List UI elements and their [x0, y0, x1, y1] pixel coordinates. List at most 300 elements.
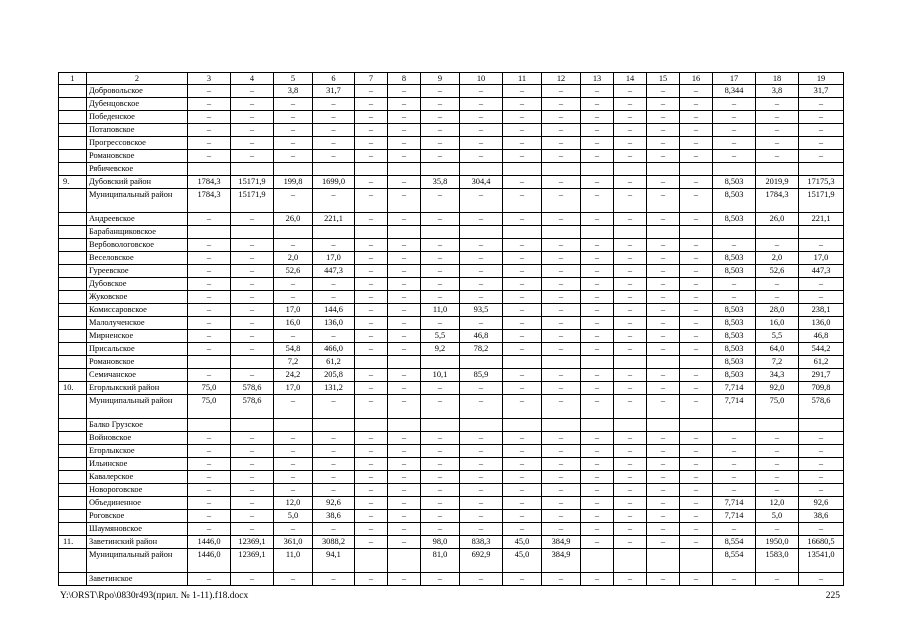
value-cell: –: [713, 484, 756, 497]
value-cell: –: [231, 343, 274, 356]
value-cell: –: [647, 395, 680, 419]
value-cell: [274, 163, 313, 176]
value-cell: –: [581, 111, 614, 124]
value-cell: [388, 356, 421, 369]
value-cell: –: [614, 484, 647, 497]
value-cell: –: [542, 382, 581, 395]
value-cell: –: [614, 510, 647, 523]
value-cell: –: [614, 124, 647, 137]
value-cell: –: [647, 432, 680, 445]
value-cell: –: [274, 291, 313, 304]
value-cell: –: [388, 523, 421, 536]
value-cell: –: [388, 458, 421, 471]
value-cell: –: [388, 445, 421, 458]
value-cell: –: [231, 265, 274, 278]
value-cell: –: [274, 278, 313, 291]
table-row: [59, 497, 844, 510]
value-cell: –: [355, 111, 388, 124]
value-cell: 92,6: [799, 497, 844, 510]
table-row: [59, 445, 844, 458]
row-number-cell: [59, 137, 87, 150]
value-cell: 2,0: [756, 252, 799, 265]
value-cell: –: [503, 573, 542, 586]
value-cell: –: [388, 432, 421, 445]
table-row: [59, 137, 844, 150]
value-cell: –: [542, 189, 581, 213]
value-cell: –: [542, 304, 581, 317]
value-cell: –: [460, 239, 503, 252]
value-cell: –: [503, 252, 542, 265]
value-cell: –: [647, 265, 680, 278]
value-cell: [614, 163, 647, 176]
value-cell: –: [503, 523, 542, 536]
value-cell: [421, 419, 460, 432]
value-cell: –: [581, 395, 614, 419]
table-row: [59, 484, 844, 497]
value-cell: –: [274, 150, 313, 163]
header-cell: 12: [542, 73, 581, 85]
value-cell: [680, 356, 713, 369]
row-number-cell: [59, 497, 87, 510]
value-cell: –: [756, 573, 799, 586]
value-cell: –: [713, 445, 756, 458]
value-cell: 578,6: [231, 382, 274, 395]
value-cell: –: [421, 382, 460, 395]
header-cell: 10: [460, 73, 503, 85]
value-cell: –: [231, 124, 274, 137]
value-cell: 92,6: [313, 497, 355, 510]
value-cell: 38,6: [799, 510, 844, 523]
settlement-name-cell: Барабанщиковское: [87, 226, 188, 239]
value-cell: –: [355, 395, 388, 419]
value-cell: 221,1: [313, 213, 355, 226]
value-cell: –: [647, 278, 680, 291]
settlement-name-cell: Потаповское: [87, 124, 188, 137]
value-cell: –: [460, 573, 503, 586]
value-cell: –: [680, 176, 713, 189]
value-cell: –: [460, 510, 503, 523]
value-cell: –: [614, 395, 647, 419]
row-number-cell: [59, 163, 87, 176]
row-number-cell: [59, 510, 87, 523]
value-cell: –: [647, 252, 680, 265]
value-cell: –: [188, 471, 231, 484]
value-cell: 7,2: [756, 356, 799, 369]
value-cell: 578,6: [799, 395, 844, 419]
value-cell: –: [647, 343, 680, 356]
value-cell: 304,4: [460, 176, 503, 189]
value-cell: –: [460, 484, 503, 497]
value-cell: –: [542, 98, 581, 111]
value-cell: –: [421, 510, 460, 523]
header-cell: 17: [713, 73, 756, 85]
value-cell: 78,2: [460, 343, 503, 356]
value-cell: –: [581, 98, 614, 111]
table-row: [59, 226, 844, 239]
value-cell: –: [614, 471, 647, 484]
value-cell: –: [756, 124, 799, 137]
value-cell: –: [355, 124, 388, 137]
value-cell: –: [355, 252, 388, 265]
value-cell: [388, 163, 421, 176]
row-number-cell: [59, 419, 87, 432]
table-row: [59, 111, 844, 124]
value-cell: –: [542, 343, 581, 356]
value-cell: –: [460, 137, 503, 150]
value-cell: –: [647, 369, 680, 382]
value-cell: –: [503, 497, 542, 510]
value-cell: –: [503, 484, 542, 497]
row-number-cell: [59, 445, 87, 458]
value-cell: 5,5: [756, 330, 799, 343]
value-cell: [614, 226, 647, 239]
settlement-name-cell: Объединенное: [87, 497, 188, 510]
value-cell: –: [313, 189, 355, 213]
value-cell: –: [614, 317, 647, 330]
value-cell: –: [542, 85, 581, 98]
value-cell: [542, 163, 581, 176]
value-cell: –: [680, 395, 713, 419]
settlement-name-cell: Малолученское: [87, 317, 188, 330]
value-cell: –: [680, 573, 713, 586]
value-cell: [680, 419, 713, 432]
value-cell: –: [231, 213, 274, 226]
value-cell: –: [388, 111, 421, 124]
value-cell: [503, 356, 542, 369]
settlement-name-cell: Дубовское: [87, 278, 188, 291]
value-cell: 136,0: [799, 317, 844, 330]
value-cell: 8,503: [713, 343, 756, 356]
value-cell: –: [680, 510, 713, 523]
value-cell: –: [647, 291, 680, 304]
value-cell: –: [647, 137, 680, 150]
value-cell: –: [542, 497, 581, 510]
header-cell: 19: [799, 73, 844, 85]
value-cell: –: [581, 317, 614, 330]
value-cell: 8,503: [713, 369, 756, 382]
value-cell: –: [680, 523, 713, 536]
value-cell: –: [799, 523, 844, 536]
value-cell: –: [460, 458, 503, 471]
value-cell: –: [355, 291, 388, 304]
value-cell: –: [503, 382, 542, 395]
value-cell: [799, 419, 844, 432]
value-cell: –: [460, 252, 503, 265]
settlement-name-cell: Прогрессовское: [87, 137, 188, 150]
value-cell: –: [503, 111, 542, 124]
value-cell: –: [355, 176, 388, 189]
value-cell: –: [460, 445, 503, 458]
value-cell: –: [421, 278, 460, 291]
value-cell: –: [421, 497, 460, 510]
value-cell: 11,0: [274, 549, 313, 573]
value-cell: –: [231, 137, 274, 150]
value-cell: –: [503, 189, 542, 213]
value-cell: –: [355, 382, 388, 395]
value-cell: –: [542, 213, 581, 226]
value-cell: –: [188, 445, 231, 458]
value-cell: –: [460, 382, 503, 395]
value-cell: –: [421, 150, 460, 163]
value-cell: 3,8: [274, 85, 313, 98]
settlement-name-cell: Заветинское: [87, 573, 188, 586]
value-cell: –: [799, 98, 844, 111]
header-cell: 14: [614, 73, 647, 85]
value-cell: –: [647, 189, 680, 213]
value-cell: 13541,0: [799, 549, 844, 573]
value-cell: 8,503: [713, 213, 756, 226]
value-cell: 16680,5: [799, 536, 844, 549]
value-cell: –: [713, 124, 756, 137]
table-row: [59, 317, 844, 330]
value-cell: 75,0: [756, 395, 799, 419]
value-cell: –: [355, 189, 388, 213]
table-row: [59, 458, 844, 471]
value-cell: 31,7: [313, 85, 355, 98]
settlement-name-cell: Муниципальный район: [87, 549, 188, 573]
value-cell: [188, 226, 231, 239]
value-cell: 5,0: [756, 510, 799, 523]
value-cell: –: [460, 189, 503, 213]
row-number-cell: [59, 150, 87, 163]
value-cell: 94,1: [313, 549, 355, 573]
value-cell: 8,344: [713, 85, 756, 98]
value-cell: –: [647, 213, 680, 226]
value-cell: –: [581, 124, 614, 137]
value-cell: –: [713, 98, 756, 111]
value-cell: –: [388, 213, 421, 226]
value-cell: –: [188, 523, 231, 536]
value-cell: –: [647, 497, 680, 510]
value-cell: 52,6: [756, 265, 799, 278]
value-cell: –: [313, 432, 355, 445]
value-cell: –: [388, 510, 421, 523]
value-cell: –: [542, 278, 581, 291]
value-cell: –: [274, 573, 313, 586]
value-cell: [614, 549, 647, 573]
value-cell: –: [231, 98, 274, 111]
value-cell: [313, 163, 355, 176]
value-cell: –: [503, 304, 542, 317]
value-cell: [713, 419, 756, 432]
value-cell: –: [756, 458, 799, 471]
value-cell: –: [680, 239, 713, 252]
value-cell: –: [188, 278, 231, 291]
table-body: [59, 85, 844, 586]
value-cell: –: [388, 317, 421, 330]
row-number-cell: [59, 85, 87, 98]
value-cell: [680, 549, 713, 573]
value-cell: –: [799, 137, 844, 150]
value-cell: –: [542, 111, 581, 124]
value-cell: –: [503, 330, 542, 343]
value-cell: –: [188, 304, 231, 317]
value-cell: –: [581, 497, 614, 510]
value-cell: –: [421, 291, 460, 304]
value-cell: 61,2: [799, 356, 844, 369]
row-number-cell: [59, 523, 87, 536]
value-cell: –: [388, 137, 421, 150]
value-cell: –: [421, 252, 460, 265]
value-cell: –: [503, 124, 542, 137]
value-cell: –: [680, 317, 713, 330]
value-cell: –: [231, 369, 274, 382]
value-cell: –: [421, 484, 460, 497]
value-cell: –: [647, 471, 680, 484]
value-cell: –: [614, 265, 647, 278]
value-cell: –: [503, 395, 542, 419]
value-cell: –: [614, 304, 647, 317]
value-cell: [680, 226, 713, 239]
value-cell: 17,0: [799, 252, 844, 265]
value-cell: –: [460, 432, 503, 445]
value-cell: –: [313, 278, 355, 291]
value-cell: –: [421, 573, 460, 586]
value-cell: –: [581, 304, 614, 317]
value-cell: [647, 226, 680, 239]
value-cell: 46,8: [460, 330, 503, 343]
table-row: [59, 432, 844, 445]
value-cell: –: [680, 330, 713, 343]
header-cell: 5: [274, 73, 313, 85]
value-cell: –: [542, 150, 581, 163]
value-cell: –: [756, 432, 799, 445]
value-cell: –: [581, 291, 614, 304]
value-cell: –: [647, 536, 680, 549]
value-cell: –: [421, 111, 460, 124]
settlement-name-cell: Добровольское: [87, 85, 188, 98]
value-cell: [503, 419, 542, 432]
settlement-name-cell: Дубовский район: [87, 176, 188, 189]
value-cell: –: [647, 523, 680, 536]
row-number-cell: [59, 111, 87, 124]
value-cell: –: [460, 265, 503, 278]
value-cell: –: [542, 252, 581, 265]
value-cell: –: [188, 343, 231, 356]
row-number-cell: [59, 432, 87, 445]
value-cell: –: [355, 85, 388, 98]
value-cell: –: [355, 239, 388, 252]
value-cell: 144,6: [313, 304, 355, 317]
value-cell: [388, 226, 421, 239]
value-cell: –: [421, 239, 460, 252]
value-cell: –: [388, 304, 421, 317]
value-cell: 7,714: [713, 395, 756, 419]
value-cell: –: [581, 189, 614, 213]
value-cell: –: [231, 304, 274, 317]
value-cell: –: [313, 137, 355, 150]
value-cell: 3,8: [756, 85, 799, 98]
settlement-name-cell: Гуреевское: [87, 265, 188, 278]
value-cell: –: [680, 445, 713, 458]
value-cell: –: [188, 98, 231, 111]
value-cell: –: [421, 445, 460, 458]
value-cell: –: [388, 343, 421, 356]
value-cell: –: [680, 304, 713, 317]
value-cell: –: [355, 265, 388, 278]
value-cell: –: [313, 445, 355, 458]
table-row: [59, 419, 844, 432]
value-cell: –: [388, 176, 421, 189]
table-row: [59, 523, 844, 536]
value-cell: [614, 419, 647, 432]
table-row: [59, 163, 844, 176]
value-cell: –: [421, 523, 460, 536]
value-cell: –: [581, 510, 614, 523]
value-cell: –: [614, 150, 647, 163]
value-cell: [388, 419, 421, 432]
value-cell: [313, 419, 355, 432]
value-cell: –: [503, 445, 542, 458]
value-cell: –: [355, 432, 388, 445]
value-cell: –: [355, 137, 388, 150]
value-cell: 1446,0: [188, 549, 231, 573]
table-row: [59, 330, 844, 343]
value-cell: 1583,0: [756, 549, 799, 573]
row-number-cell: [59, 98, 87, 111]
value-cell: 1784,3: [756, 189, 799, 213]
value-cell: 28,0: [756, 304, 799, 317]
value-cell: –: [388, 573, 421, 586]
value-cell: 7,714: [713, 382, 756, 395]
value-cell: 85,9: [460, 369, 503, 382]
value-cell: –: [503, 98, 542, 111]
settlement-name-cell: Роговское: [87, 510, 188, 523]
value-cell: –: [231, 330, 274, 343]
row-number-cell: [59, 573, 87, 586]
value-cell: 361,0: [274, 536, 313, 549]
value-cell: –: [542, 445, 581, 458]
value-cell: –: [313, 523, 355, 536]
value-cell: 15171,9: [231, 189, 274, 213]
value-cell: [421, 356, 460, 369]
value-cell: –: [355, 150, 388, 163]
value-cell: –: [542, 510, 581, 523]
value-cell: –: [713, 573, 756, 586]
value-cell: –: [680, 484, 713, 497]
value-cell: –: [542, 432, 581, 445]
header-cell: 2: [87, 73, 188, 85]
value-cell: 8,554: [713, 536, 756, 549]
value-cell: –: [188, 573, 231, 586]
settlement-name-cell: Дубенцовское: [87, 98, 188, 111]
value-cell: –: [713, 432, 756, 445]
value-cell: –: [313, 573, 355, 586]
row-number-cell: [59, 278, 87, 291]
value-cell: –: [713, 239, 756, 252]
value-cell: –: [581, 176, 614, 189]
value-cell: –: [421, 458, 460, 471]
value-cell: –: [503, 510, 542, 523]
value-cell: [680, 163, 713, 176]
value-cell: 221,1: [799, 213, 844, 226]
row-number-cell: [59, 124, 87, 137]
table-row: [59, 213, 844, 226]
value-cell: –: [231, 523, 274, 536]
value-cell: –: [355, 523, 388, 536]
value-cell: [313, 226, 355, 239]
value-cell: –: [614, 252, 647, 265]
value-cell: 205,8: [313, 369, 355, 382]
settlement-name-cell: Балко Грузское: [87, 419, 188, 432]
value-cell: –: [188, 150, 231, 163]
value-cell: [542, 419, 581, 432]
value-cell: –: [647, 330, 680, 343]
value-cell: –: [614, 189, 647, 213]
value-cell: –: [313, 150, 355, 163]
row-number-cell: [59, 265, 87, 278]
value-cell: –: [388, 471, 421, 484]
